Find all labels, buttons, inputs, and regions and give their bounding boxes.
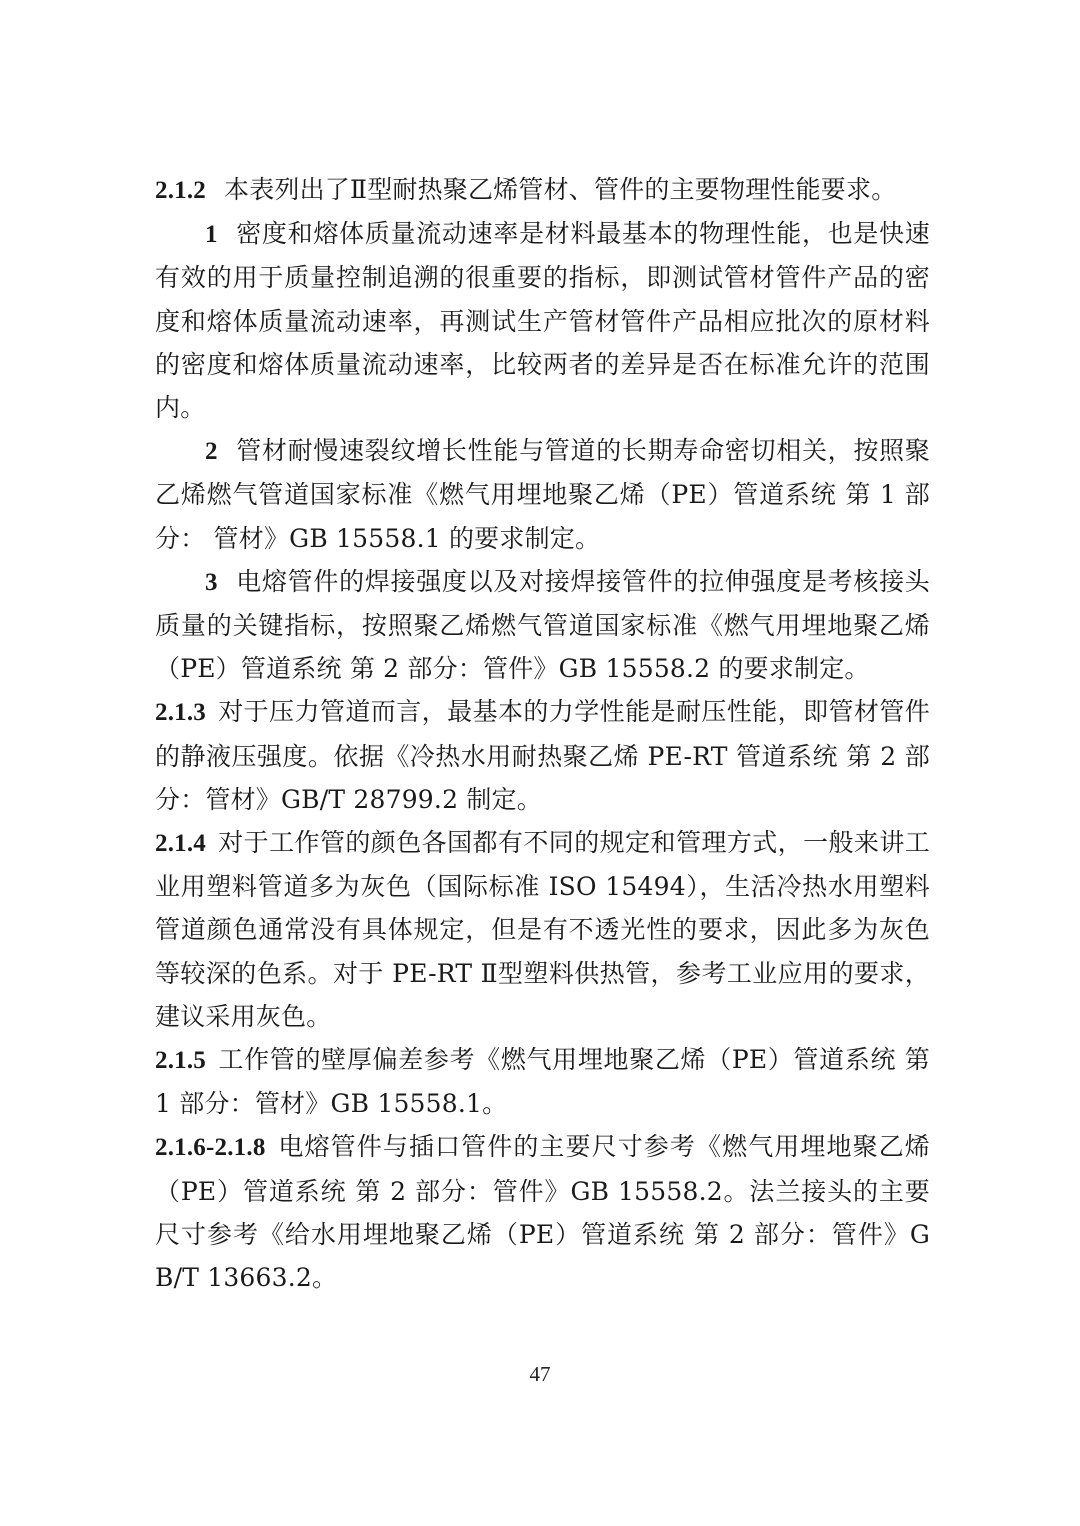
clause-text: 电熔管件与插口管件的主要尺寸参考《燃气用埋地聚乙烯（PE）管道系统 第 2 部分：管件》GB 15558.2。法兰接头的主要尺寸参考《给水用埋地聚乙烯（PE）管道系统 第 2 部分：管件》GB/T 13663.2。 — [155, 1132, 930, 1293]
clause-2-1-2-item-3 — [155, 560, 930, 691]
clause-number: 2.1.5 — [155, 1047, 206, 1075]
clause-number: 2.1.4 — [155, 830, 206, 858]
item-number: 3 — [205, 568, 218, 596]
item-text: 电熔管件的焊接强度以及对接焊接管件的拉伸强度是考核接头质量的关键指标，按照聚乙烯燃气管道国家标准《燃气用埋地聚乙烯（PE）管道系统 第 2 部分：管件》GB 15558.2 的要求制定。 — [155, 566, 930, 684]
page-number: 47 — [529, 1362, 551, 1386]
clause-text: 对于压力管道而言，最基本的力学性能是耐压性能，即管材管件的静液压强度。依据《冷热水用耐热聚乙烯 PE-RT 管道系统 第 2 部分：管材》GB/T 28799.2 制定。 — [155, 697, 930, 814]
clause-text: 本表列出了Ⅱ型耐热聚乙烯管材、管件的主要物理性能要求。 — [224, 175, 897, 204]
clause-2-1-2-item-1 — [155, 212, 930, 429]
clause-number: 2.1.2 — [155, 177, 206, 204]
clause-number: 2.1.6-2.1.8 — [155, 1134, 266, 1162]
clause-2-1-5 — [155, 1038, 930, 1125]
clause-number: 2.1.3 — [155, 699, 206, 727]
item-text: 管材耐慢速裂纹增长性能与管道的长期寿命密切相关，按照聚乙烯燃气管道国家标准《燃气用埋地聚乙烯（PE）管道系统 第 1 部分： 管材》GB 15558.1 的要求制定。 — [155, 436, 930, 553]
document-body — [155, 168, 930, 1299]
clause-2-1-6-2-1-8 — [155, 1125, 930, 1299]
clause-2-1-2 — [155, 168, 930, 212]
item-text: 密度和熔体质量流动速率是材料最基本的物理性能，也是快速有效的用于质量控制追溯的很重要的指标，即测试管材管件产品的密度和熔体质量流动速率，再测试生产管材管件产品相应批次的原材料的密度和熔体质量流动速率，比较两者的差异是否在标准允许的范围内。 — [155, 219, 930, 423]
item-number: 2 — [205, 438, 218, 466]
clause-2-1-3 — [155, 690, 930, 821]
clause-2-1-4 — [155, 821, 930, 1038]
clause-text: 工作管的壁厚偏差参考《燃气用埋地聚乙烯（PE）管道系统 第 1 部分：管材》GB 15558.1。 — [155, 1045, 930, 1119]
item-number: 1 — [205, 221, 218, 249]
clause-text: 对于工作管的颜色各国都有不同的规定和管理方式，一般来讲工业用塑料管道多为灰色（国际标准 ISO 15494），生活冷热水用塑料管道颜色通常没有具体规定，但是有不透光性的要求，因此多为灰色等较深的色系。对于 PE-RT Ⅱ型塑料供热管，参考工业应用的要求，建议采用灰色。 — [155, 828, 930, 1031]
clause-2-1-2-item-2 — [155, 429, 930, 560]
